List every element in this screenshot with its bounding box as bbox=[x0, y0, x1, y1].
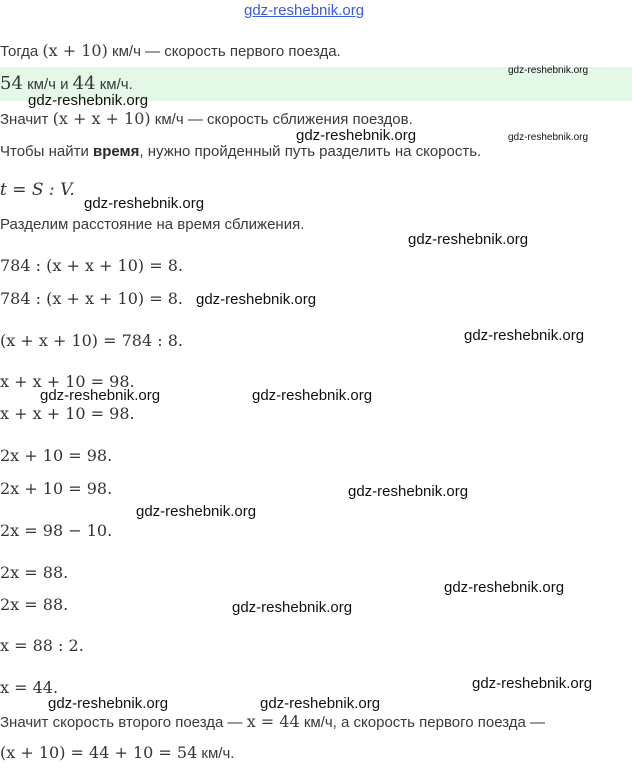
formula-time: t = S : V. bbox=[0, 180, 75, 200]
watermark-text: gdz-reshebnik.org bbox=[260, 695, 381, 712]
line-answer-speeds: 54 км/ч и 44 км/ч. bbox=[0, 73, 133, 94]
line-final-answer: (x + 10) = 44 + 10 = 54 км/ч. bbox=[0, 743, 235, 762]
equation-2: (x + x + 10) = 784 : 8. bbox=[0, 331, 183, 350]
watermark-text: gdz-reshebnik.org bbox=[472, 675, 593, 692]
line-approach-speed: Значит (x + x + 10) км/ч — скорость сближения поездов. bbox=[0, 109, 413, 128]
watermark-text: gdz-reshebnik.org bbox=[252, 387, 373, 404]
watermark-text: gdz-reshebnik.org bbox=[508, 65, 589, 76]
site-header-link[interactable]: gdz-reshebnik.org bbox=[244, 2, 365, 19]
watermark-text: gdz-reshebnik.org bbox=[40, 387, 161, 404]
equation-4-repeat: 2x + 10 = 98. bbox=[0, 479, 113, 498]
equation-1-repeat: 784 : (x + x + 10) = 8. bbox=[0, 289, 183, 308]
math-expr: (x + 10) bbox=[42, 41, 108, 60]
line-divide-distance: Разделим расстояние на время сближения. bbox=[0, 216, 305, 233]
equation-8: x = 44. bbox=[0, 678, 59, 697]
watermark-text: gdz-reshebnik.org bbox=[136, 503, 257, 520]
watermark-text: gdz-reshebnik.org bbox=[348, 483, 469, 500]
equation-3: x + x + 10 = 98. bbox=[0, 372, 135, 391]
watermark-text: gdz-reshebnik.org bbox=[232, 599, 353, 616]
watermark-text: gdz-reshebnik.org bbox=[84, 195, 205, 212]
line-conclusion: Значит скорость второго поезда — x = 44 км/ч, а скорость первого поезда — bbox=[0, 712, 546, 731]
equation-6: 2x = 88. bbox=[0, 563, 69, 582]
watermark-text: gdz-reshebnik.org bbox=[296, 127, 417, 144]
watermark-text: gdz-reshebnik.org bbox=[508, 132, 589, 143]
equation-3-repeat: x + x + 10 = 98. bbox=[0, 404, 135, 423]
watermark-text: gdz-reshebnik.org bbox=[408, 231, 529, 248]
line-first-train-speed: Тогда (x + 10) км/ч — скорость первого поезда. bbox=[0, 41, 341, 60]
line-time-rule: Чтобы найти время, нужно пройденный путь разделить на скорость. bbox=[0, 143, 482, 160]
equation-1: 784 : (x + x + 10) = 8. bbox=[0, 256, 183, 275]
watermark-text: gdz-reshebnik.org bbox=[28, 92, 149, 109]
equation-5: 2x = 98 − 10. bbox=[0, 521, 113, 540]
watermark-text: gdz-reshebnik.org bbox=[48, 695, 169, 712]
watermark-text: gdz-reshebnik.org bbox=[464, 327, 585, 344]
equation-7: x = 88 : 2. bbox=[0, 636, 84, 655]
watermark-text: gdz-reshebnik.org bbox=[444, 579, 565, 596]
equation-4: 2x + 10 = 98. bbox=[0, 446, 113, 465]
watermark-text: gdz-reshebnik.org bbox=[196, 291, 317, 308]
equation-6-repeat: 2x = 88. bbox=[0, 595, 69, 614]
